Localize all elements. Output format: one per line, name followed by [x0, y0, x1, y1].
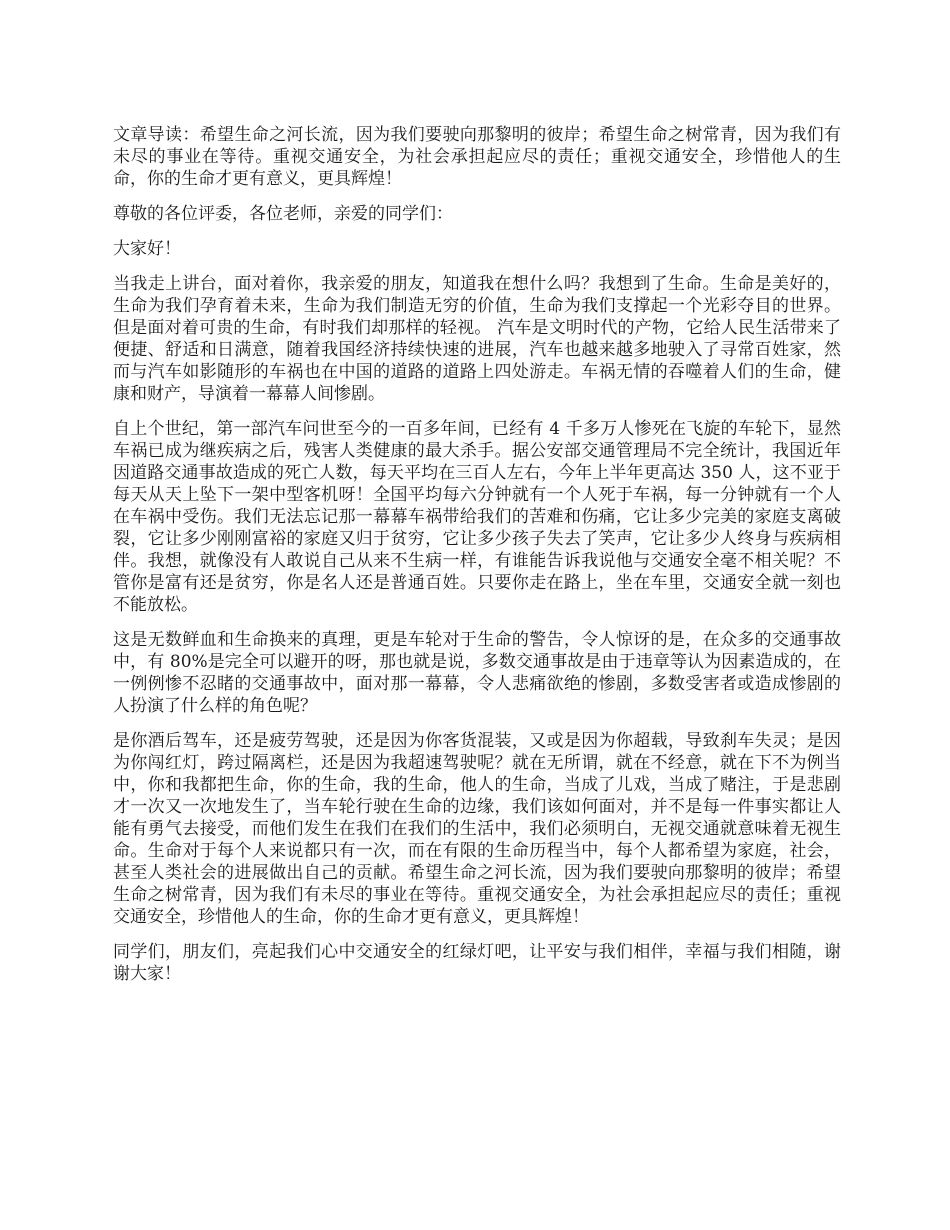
greeting-paragraph: 大家好！: [113, 239, 181, 259]
closing-paragraph: 同学们，朋友们，亮起我们心中交通安全的红绿灯吧，让平安与我们相伴，幸福与我们相随，谢谢大家！: [113, 942, 841, 984]
document-body: [113, 124, 841, 998]
body-paragraph-3: 这是无数鲜血和生命换来的真理，更是车轮对于生命的警告，令人惊讶的是，在众多的交通事故中，有 80%是完全可以避开的呀，那也就是说，多数交通事故是由于违章等认为因素造成的，在一例例惨不忍睹的交通事故中，面对那一幕幕，令人悲痛欲绝的惨剧，多数受害者或造成惨剧的人扮演了什么样的角色呢？: [113, 630, 841, 716]
salutation-paragraph: 尊敬的各位评委，各位老师，亲爱的同学们：: [113, 204, 453, 224]
body-paragraph-1: 当我走上讲台，面对着你，我亲爱的朋友，知道我在想什么吗？我想到了生命。生命是美好的，生命为我们孕育着未来，生命为我们制造无穷的价值，生命为我们支撑起一个光彩夺目的世界。但是面对着可贵的生命，有时我们却那样的轻视。 汽车是文明时代的产物，它给人民生活带来了便捷、舒适和日满意，随着我国经济持续快速的进展，汽车也越来越多地驶入了寻常百姓家，然而与汽车如影随形的车祸也在中国的道路的道路上四处游走。车祸无情的吞噬着人们的生命，健康和财产，导演着一幕幕人间惨剧。: [113, 274, 841, 404]
intro-paragraph: 文章导读：希望生命之河长流，因为我们要驶向那黎明的彼岸；希望生命之树常青，因为我们有未尽的事业在等待。重视交通安全，为社会承担起应尽的责任；重视交通安全，珍惜他人的生命，你的生命才更有意义，更具辉煌！: [113, 125, 841, 189]
body-paragraph-4: 是你酒后驾车，还是疲劳驾驶，还是因为你客货混装，又或是因为你超载，导致刹车失灵；是因为你闯红灯，跨过隔离栏，还是因为我超速驾驶呢？就在无所谓，就在不经意，就在下不为例当中，你和我都把生命，你的生命，我的生命，他人的生命，当成了儿戏，当成了赌注，于是悲剧才一次又一次地发生了，当车轮行驶在生命的边缘，我们该如何面对，并不是每一件事实都让人能有勇气去接受，而他们发生在我们在我们的生活中，我们必须明白，无视交通就意味着无视生命。生命对于每个人来说都只有一次，而在有限的生命历程当中，每个人都希望为家庭，社会，甚至人类社会的进展做出自己的贡献。希望生命之河长流，因为我们要驶向那黎明的彼岸；希望生命之树常青，因为我们有未尽的事业在等待。重视交通安全，为社会承担起应尽的责任；重视交通安全，珍惜他人的生命，你的生命才更有意义，更具辉煌！: [113, 731, 841, 927]
body-paragraph-2: 自上个世纪，第一部汽车问世至今的一百多年间，已经有 4 千多万人惨死在飞旋的车轮下，显然车祸已成为继疾病之后，残害人类健康的最大杀手。据公安部交通管理局不完全统计，我国近年因道路交通事故造成的死亡人数，每天平均在三百人左右，今年上半年更高达 350 人，这不亚于每天从天上坠下一架中型客机呀！全国平均每六分钟就有一个人死于车祸，每一分钟就有一个人在车祸中受伤。我们无法忘记那一幕幕车祸带给我们的苦难和伤痛，它让多少完美的家庭支离破裂，它让多少刚刚富裕的家庭又归于贫穷，它让多少孩子失去了笑声，它让多少人终身与疾病相伴。我想，就像没有人敢说自己从来不生病一样，有谁能告诉我说他与交通安全毫不相关呢？不管你是富有还是贫穷，你是名人还是普通百姓。只要你走在路上，坐在车里，交通安全就一刻也不能放松。: [113, 419, 841, 615]
